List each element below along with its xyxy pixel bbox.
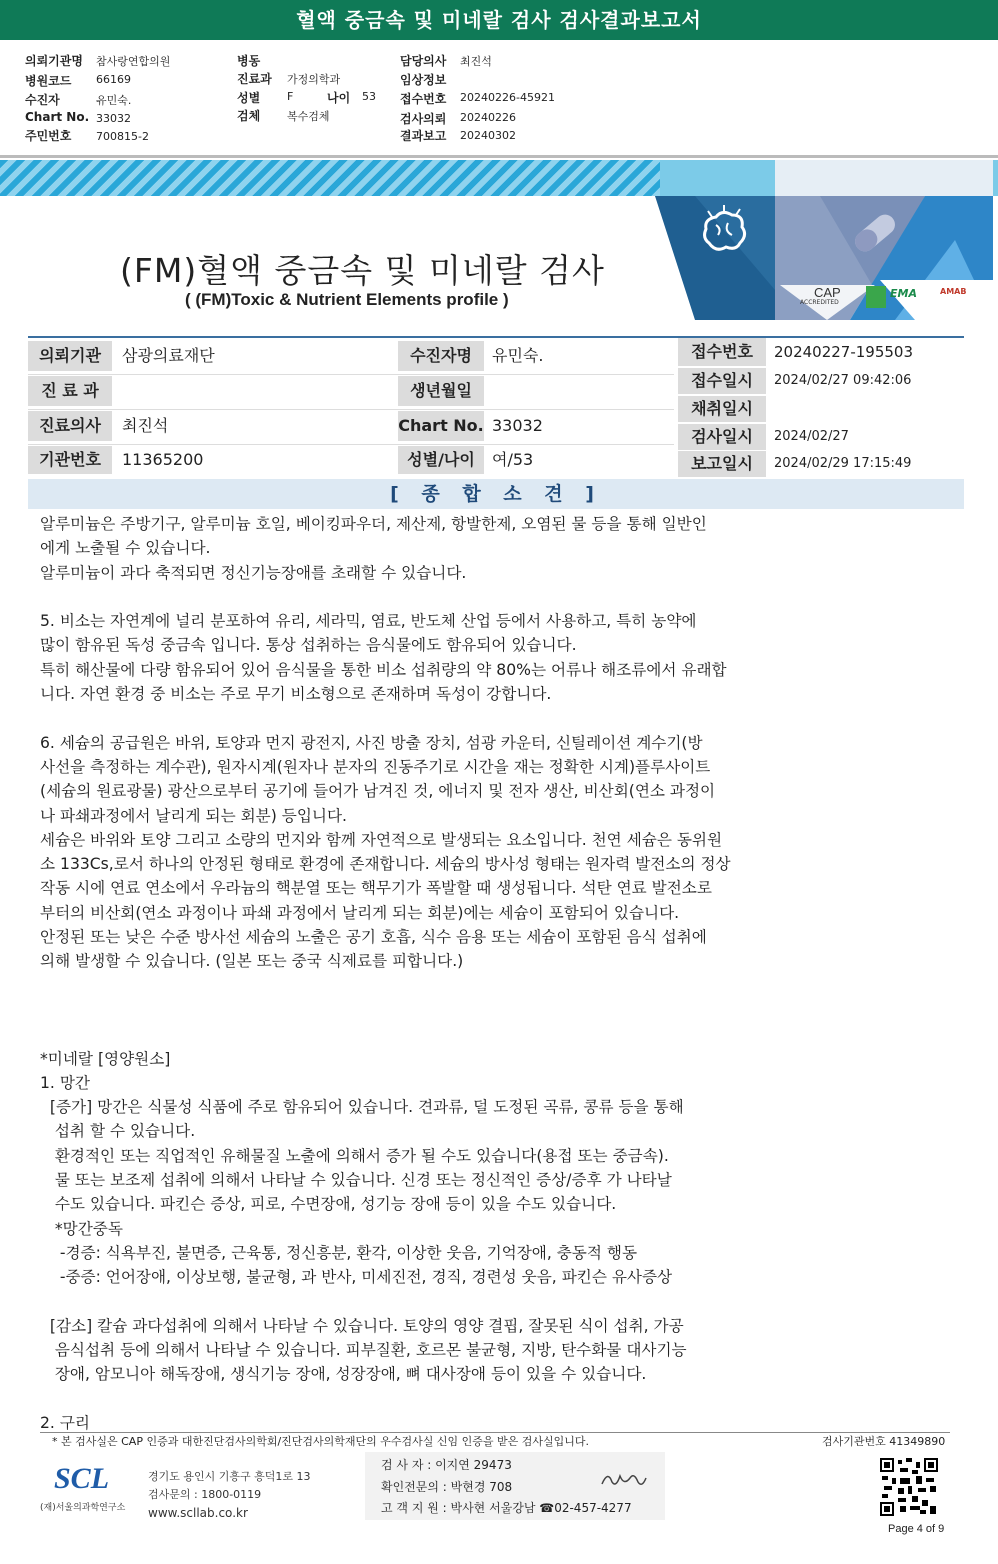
body-line: 작동 시에 연료 연소에서 우라늄의 핵분열 또는 핵무기가 폭발할 때 생성됩니다. 석탄 연료 발전소로 — [40, 879, 712, 898]
body-line: 특히 해산물에 다량 함유되어 있어 음식물을 통한 비소 섭취량의 약 80%는 어류나 해조류에서 유래합 — [40, 660, 727, 679]
body-line: 의해 발생할 수 있습니다. (일본 또는 중국 식제료를 피합니다.) — [40, 952, 464, 971]
info-label: 성별/나이 — [398, 446, 484, 474]
report-title: (FM)혈액 중금속 및 미네랄 검사 — [120, 251, 605, 290]
hdr-value: 가정의학과 — [287, 73, 341, 86]
hdr-label: 병원코드 — [25, 74, 72, 88]
support-line: 고 객 지 원 : 박사현 서울강남 ☎02-457-4277 — [381, 1501, 632, 1515]
hdr-label: Chart No. — [25, 110, 90, 124]
body-line: *망간중독 — [40, 1219, 123, 1238]
hdr-value: 유민숙. — [96, 94, 132, 107]
body-line: (세슘의 원료광물) 광산으로부터 공기에 들어가 남겨진 것, 에너지 및 전자 생산, 비산회(연소 과정이 — [40, 782, 716, 801]
body-line: 5. 비소는 자연계에 널리 분포하여 유리, 세라믹, 염료, 반도체 산업 등에서 사용하고, 특히 농약에 — [40, 612, 697, 631]
tester-line: 검 사 자 : 이지연 29473 — [381, 1458, 512, 1472]
lm-logo — [866, 286, 886, 308]
hdr-label: 검사의뢰 — [400, 112, 447, 126]
info-label: 보고일시 — [678, 451, 766, 477]
body-line: *미네랄 [영양원소] — [40, 1049, 171, 1068]
body-line: 음식섭취 등에 의해서 나타날 수 있습니다. 피부질환, 호르몬 불균형, 지방, 탄수화물 대사기능 — [40, 1341, 687, 1360]
hdr-label: 주민번호 — [25, 129, 72, 143]
info-label: 접수일시 — [678, 368, 766, 394]
body-line: [증가] 망간은 식물성 식품에 주로 함유되어 있습니다. 견과류, 덜 도정된 곡류, 콩류 등을 통해 — [40, 1098, 684, 1117]
info-value: 삼광의료재단 — [122, 346, 215, 365]
cap-logo: CAP ACCREDITED — [800, 285, 841, 306]
info-value: 11365200 — [122, 450, 204, 469]
body-line: 환경적인 또는 직업적인 유해물질 노출에 의해서 증가 될 수도 있습니다(용접 또는 중금속). — [40, 1146, 669, 1165]
patient-info-table — [28, 336, 964, 473]
hdr-label: 의뢰기관명 — [25, 54, 83, 68]
info-value: 20240227-195503 — [774, 343, 914, 361]
info-label: 접수번호 — [678, 338, 766, 366]
hdr-label: 성별 — [237, 91, 261, 105]
hdr-value: 최진석 — [460, 55, 492, 68]
body-line: 니다. 자연 환경 중 비소는 주로 무기 비소형으로 존재하며 독성이 강합니다. — [40, 685, 552, 704]
info-label: 진 료 과 — [28, 376, 112, 406]
banner-title: 혈액 중금속 및 미네랄 검사 검사결과보고서 — [0, 0, 998, 40]
body-line: 알루미늄은 주방기구, 알루미늄 호일, 베이킹파우더, 제산제, 항발한제, 오염된 물 등을 통해 일반인 — [40, 515, 707, 533]
body-line: 많이 함유된 독성 중금속 입니다. 통상 섭취하는 음식물에도 함유되어 있습니다. — [40, 636, 577, 655]
info-label: 채취일시 — [678, 396, 766, 422]
info-label: 생년월일 — [398, 376, 484, 406]
body-line — [40, 1387, 890, 1411]
summary-body — [40, 512, 890, 1435]
hdr-label: 진료과 — [237, 72, 272, 86]
info-label: 기관번호 — [28, 446, 112, 474]
hdr-label: 나이 — [327, 91, 351, 105]
info-label: 진료의사 — [28, 411, 112, 441]
hdr-label: 담당의사 — [400, 54, 447, 68]
info-label: 수진자명 — [398, 341, 484, 371]
amab-logo: AMAB — [940, 287, 967, 296]
certification-note: * 본 검사실은 CAP 인증과 대한진단검사의학회/진단검사의학재단의 우수검사실 신임 인증을 받은 검사실입니다. — [52, 1435, 590, 1448]
info-value: 최진석 — [122, 416, 169, 435]
hdr-value: 20240226 — [460, 111, 516, 124]
hdr-value: 700815-2 — [96, 130, 149, 143]
body-line — [40, 974, 890, 998]
hdr-label: 수진자 — [25, 93, 60, 107]
body-line: 에게 노출될 수 있습니다. — [40, 539, 211, 558]
body-line: [감소] 칼슘 과다섭취에 의해서 나타날 수 있습니다. 토양의 영양 결핍, 잘못된 식이 섭취, 가공 — [40, 1316, 684, 1335]
info-value: 유민숙. — [492, 346, 544, 365]
hdr-label: 임상정보 — [400, 73, 447, 87]
hdr-label: 검체 — [237, 109, 261, 123]
body-line: 소 133Cs,로서 하나의 안정된 형태로 환경에 존재합니다. 세슘의 방사성 형태는 원자력 발전소의 정상 — [40, 855, 731, 874]
report-subtitle: ( (FM)Toxic & Nutrient Elements profile ) — [185, 290, 509, 309]
decorative-stripes — [0, 160, 660, 196]
body-line: 나 파쇄과정에서 날리게 되는 회분) 등입니다. — [40, 806, 347, 825]
hdr-value: 33032 — [96, 112, 131, 125]
scl-logo: SCL (재)서울의과학연구소 — [40, 1462, 126, 1513]
hdr-label: 병동 — [237, 54, 261, 68]
hdr-value: 복수검체 — [287, 110, 330, 123]
hdr-value: 53 — [362, 90, 376, 103]
hdr-value: F — [287, 90, 294, 103]
hdr-label: 접수번호 — [400, 92, 447, 106]
report-header — [0, 40, 998, 158]
ema-logo: EMA — [890, 287, 917, 300]
body-line: 섭취 할 수 있습니다. — [40, 1122, 196, 1141]
body-line: 물 또는 보조제 섭취에 의해서 나타날 수 있습니다. 신경 또는 정신적인 증상/증후 가 나타날 — [40, 1171, 672, 1190]
info-value: 여/53 — [492, 450, 534, 469]
body-line: -경증: 식욕부진, 불면증, 근육통, 정신흥분, 환각, 이상한 웃음, 기억장애, 충동적 행동 — [40, 1243, 638, 1262]
hdr-value: 20240226-45921 — [460, 91, 555, 104]
info-value: 2024/02/27 — [774, 429, 849, 444]
info-value: 2024/02/29 17:15:49 — [774, 456, 912, 471]
pill-icon — [848, 208, 902, 258]
body-line: 장애, 암모니아 해독장애, 생식기능 장애, 성장장애, 뼈 대사장애 등이 있을 수 있습니다. — [40, 1365, 647, 1384]
summary-heading: [ 종 합 소 견 ] — [28, 479, 964, 509]
qr-code — [880, 1458, 938, 1516]
info-label: 의뢰기관 — [28, 341, 112, 371]
body-line — [40, 998, 890, 1022]
body-line: 수도 있습니다. 파킨슨 증상, 피로, 수면장애, 성기능 장애 등이 있을 수도 있습니다. — [40, 1195, 617, 1214]
hdr-label: 결과보고 — [400, 129, 447, 143]
hdr-value: 참사랑연합의원 — [96, 55, 171, 68]
info-label: Chart No. — [398, 411, 484, 441]
brain-icon — [694, 203, 754, 263]
page-number: Page 4 of 9 — [888, 1523, 945, 1535]
confirm-line: 확인전문의 : 박현경 708 — [381, 1480, 513, 1494]
body-line — [40, 585, 890, 609]
signature — [598, 1468, 650, 1492]
body-line: 2. 구리 — [40, 1413, 90, 1432]
info-label: 검사일시 — [678, 424, 766, 450]
lab-address: 경기도 용인시 기흥구 흥덕1로 13 검사문의 : 1800-0119 www.scllab.co.kr — [148, 1470, 311, 1520]
info-value: 33032 — [492, 416, 543, 435]
body-line: 6. 세슘의 공급원은 바위, 토양과 먼지 광전지, 사진 방출 장치, 섬광 카운터, 신틸레이션 계수기(방 — [40, 733, 703, 752]
body-line: 안정된 또는 낮은 수준 방사선 세슘의 노출은 공기 호흡, 식수 음용 또는 세슘이 포함된 음식 섭취에 — [40, 928, 707, 947]
body-line: 부터의 비산회(연소 과정이나 파쇄 과정에서 날리게 되는 회분)에는 세슘이 포함되어 있습니다. — [40, 903, 680, 922]
hdr-value: 66169 — [96, 73, 131, 86]
body-line — [40, 1290, 890, 1314]
body-line — [40, 706, 890, 730]
info-value: 2024/02/27 09:42:06 — [774, 373, 912, 388]
body-line: 알루미늄이 과다 축적되면 정신기능장애를 초래할 수 있습니다. — [40, 563, 467, 582]
body-line: -중증: 언어장애, 이상보행, 불균형, 과 반사, 미세진전, 경직, 경련성 웃음, 파킨슨 유사증상 — [40, 1268, 673, 1287]
body-line: 1. 망간 — [40, 1073, 90, 1092]
body-line — [40, 1022, 890, 1046]
lab-code: 검사기관번호 41349890 — [822, 1435, 946, 1448]
body-line: 세슘은 바위와 토양 그리고 소량의 먼지와 함께 자연적으로 발생되는 요소입니다. 천연 세슘은 동위원 — [40, 830, 723, 849]
hdr-value: 20240302 — [460, 129, 516, 142]
body-line: 사선을 측정하는 계수관), 원자시계(원자나 분자의 진동주기로 시간을 재는 정확한 시계)플루사이트 — [40, 757, 711, 776]
